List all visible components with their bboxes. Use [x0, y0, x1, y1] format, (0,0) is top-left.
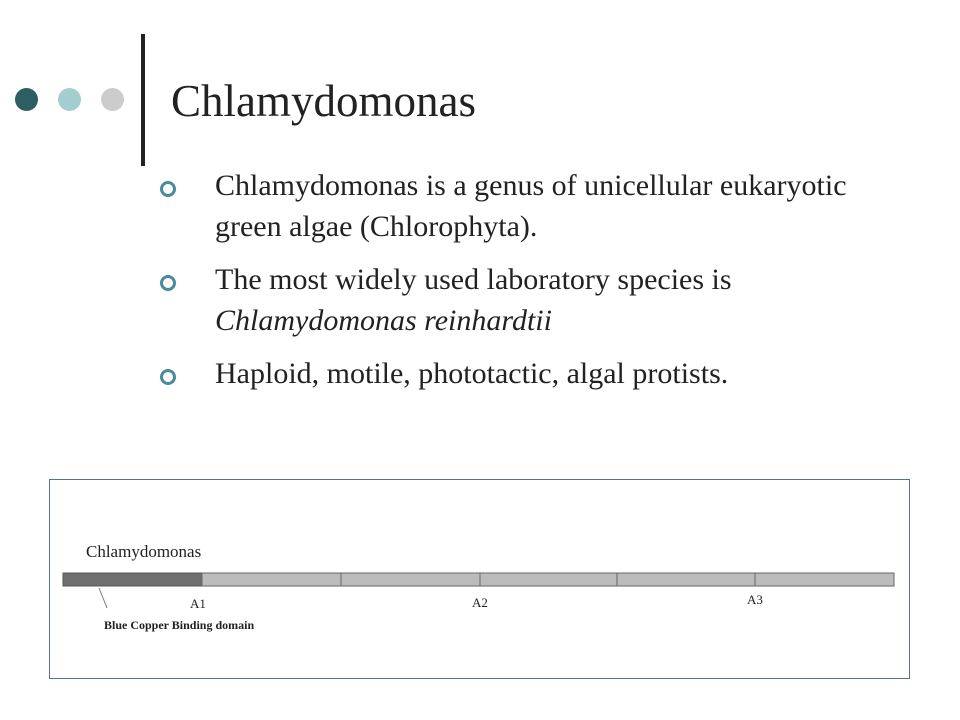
domain-label-a2: A2: [472, 595, 488, 610]
dot-gray: [101, 88, 124, 111]
domain-diagram-svg: [50, 480, 909, 678]
domain-label-a1: A1: [190, 596, 206, 611]
slide-title: Chlamydomonas: [171, 76, 476, 126]
protein-label: Chlamydomonas: [86, 542, 202, 561]
decorative-dots: [15, 88, 125, 112]
protein-segment: [755, 573, 894, 586]
domain-annotation: Blue Copper Binding domain: [104, 618, 255, 632]
protein-segment: [480, 573, 617, 586]
bullet-text: Haploid, motile, phototactic, algal protists.: [215, 357, 729, 390]
bullet-item: [160, 259, 880, 341]
domain-label-a3: A3: [747, 592, 763, 607]
dot-light-teal: [58, 88, 81, 111]
bullet-item: [160, 353, 880, 394]
protein-segment: [341, 573, 480, 586]
bullet-ring-icon: [160, 181, 176, 197]
annotation-pointer: [99, 588, 107, 608]
bullet-item: [160, 165, 880, 247]
bullet-list: [160, 165, 880, 406]
bullet-text: Chlamydomonas is a genus of unicellular eukaryotic green algae (Chlorophyta).: [215, 169, 847, 243]
title-divider: [141, 34, 145, 166]
domain-diagram: [49, 479, 910, 679]
bullet-text: [215, 259, 880, 341]
blue-copper-domain-segment: [63, 573, 202, 586]
protein-segment: [202, 573, 341, 586]
bullet-ring-icon: [160, 369, 176, 385]
species-name: Chlamydomonas reinhardtii: [215, 304, 552, 337]
bullet-text-plain: The most widely used laboratory species is: [215, 263, 732, 296]
protein-segment: [617, 573, 755, 586]
bullet-ring-icon: [160, 275, 176, 291]
dot-dark: [15, 88, 38, 111]
